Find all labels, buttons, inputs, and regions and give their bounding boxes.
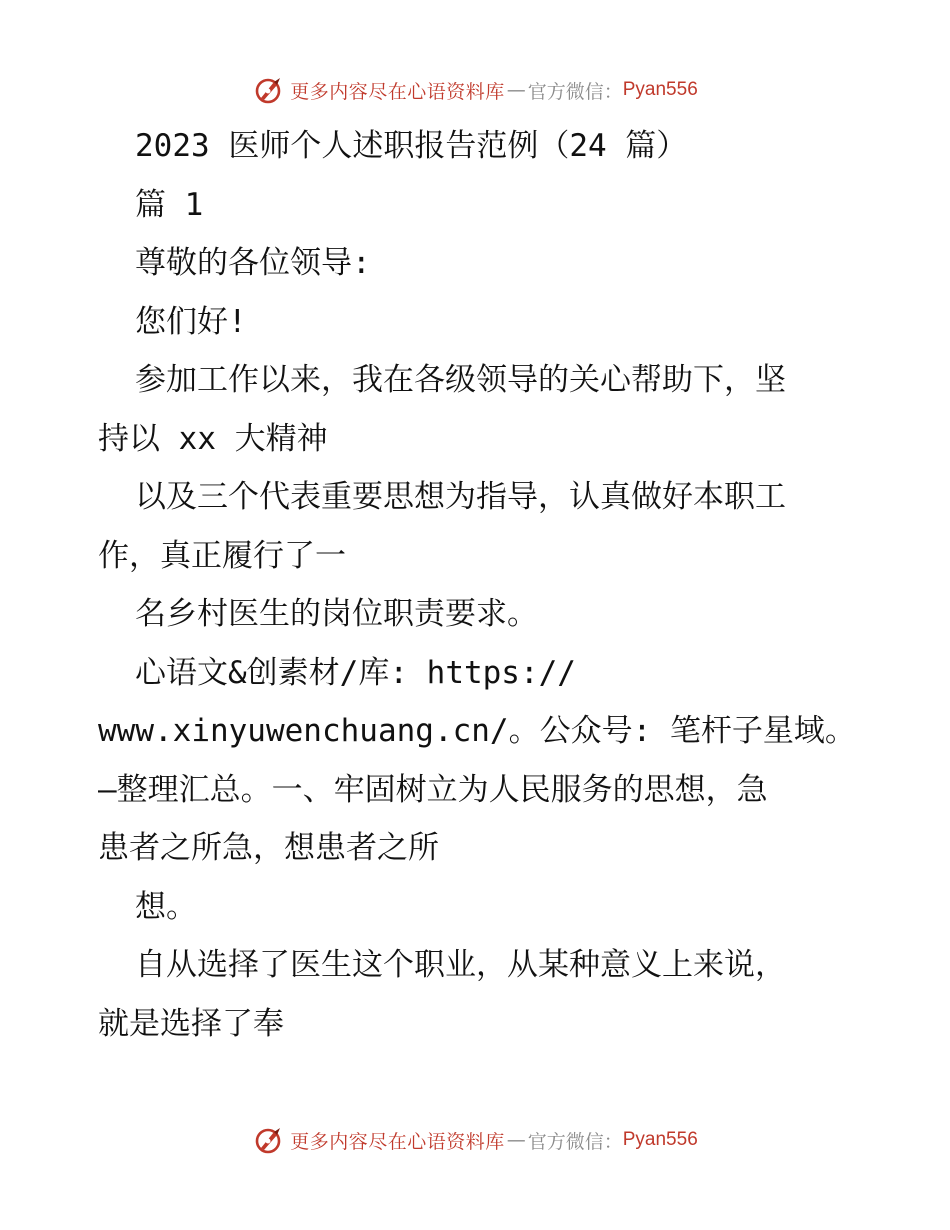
text-line: 心语文&创素材/库: https:// [135,654,576,691]
watermark-dash: — [506,1129,526,1151]
quill-logo-icon [252,1124,284,1156]
watermark-official-label: 官方微信： [527,80,623,103]
watermark-header [0,70,950,110]
text-line: 2023 医师个人述职报告范例（24 篇） [135,128,688,164]
text-line: 尊敬的各位领导: [135,245,371,281]
text-line: 想。 [135,888,197,925]
watermark-wechat-id: Pyan556 [622,79,698,100]
text-line: 参加工作以来，我在各级领导的关心帮助下，坚 [135,362,786,398]
watermark-dash: — [506,79,526,101]
text-line: 您们好! [135,303,247,340]
watermark-wechat-id: Pyan556 [622,1129,698,1150]
quill-logo-icon [252,74,284,106]
text-line: 就是选择了奉 [98,1005,284,1042]
text-line: 持以 xx 大精神 [98,420,328,457]
text-line: 自从选择了医生这个职业，从某种意义上来说， [135,947,786,983]
text-line: 名乡村医生的岗位职责要求。 [135,596,538,632]
text-line: —整理汇总。一、牢固树立为人民服务的思想，急 [98,771,768,808]
text-line: 作，真正履行了一 [98,537,346,574]
watermark-official-label: 官方微信： [527,1130,623,1153]
text-line: www.xinyuwenchuang.cn/。公众号: 笔杆子星域。 [98,713,856,749]
text-line: 篇 1 [135,186,204,223]
watermark-brand: 更多内容尽在心语资料库 [290,80,505,103]
text-line: 以及三个代表重要思想为指导，认真做好本职工 [135,479,786,515]
text-line: 患者之所急，想患者之所 [98,830,439,866]
watermark-brand: 更多内容尽在心语资料库 [290,1130,505,1153]
document-body [98,117,858,1053]
watermark-footer [0,1120,950,1160]
